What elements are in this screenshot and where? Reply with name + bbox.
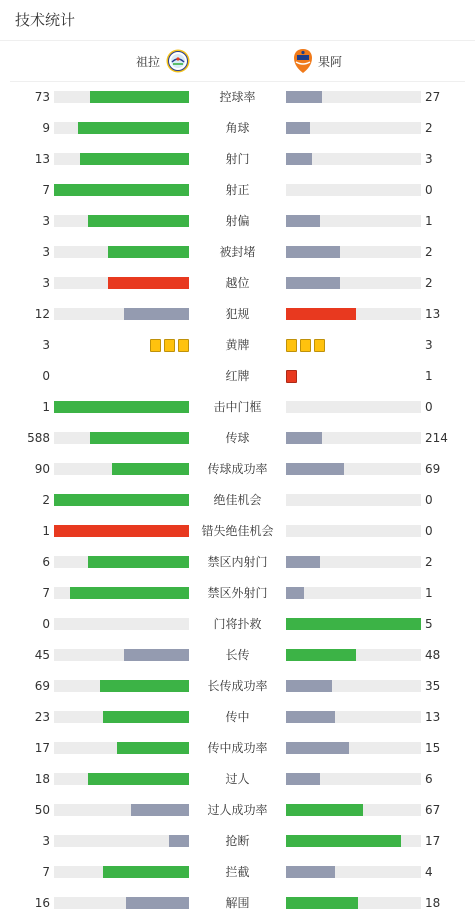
away-stat-value: 0 — [425, 524, 433, 538]
home-stat-bar-fill — [103, 711, 189, 723]
home-stat-bar — [54, 649, 189, 661]
home-stat-value: 7 — [42, 586, 50, 600]
away-stat-bar — [286, 618, 421, 630]
home-stat-bar — [54, 680, 189, 692]
stat-label: 拦截 — [225, 865, 250, 879]
away-stat-bar — [286, 494, 421, 506]
home-stat-bar-fill — [90, 432, 189, 444]
away-cards — [286, 339, 325, 352]
home-stat-value: 90 — [34, 462, 50, 476]
away-stat-value: 35 — [425, 679, 441, 693]
home-stat-bar-fill — [169, 835, 189, 847]
home-stat-bar-fill — [78, 122, 189, 134]
stat-row — [0, 888, 475, 919]
stat-row — [0, 454, 475, 485]
away-stat-value: 2 — [425, 121, 433, 135]
stat-label: 射门 — [225, 152, 250, 166]
away-stat-bar — [286, 91, 421, 103]
home-stat-bar-fill — [80, 153, 189, 165]
away-stat-bar — [286, 804, 421, 816]
stat-label: 长传成功率 — [207, 679, 268, 693]
home-stat-bar-fill — [54, 525, 189, 537]
home-stat-bar — [54, 711, 189, 723]
home-stat-bar-fill — [117, 742, 189, 754]
yellow-card-icon — [150, 339, 161, 352]
home-stat-value: 16 — [34, 896, 50, 910]
away-stat-value: 2 — [425, 245, 433, 259]
away-stat-value: 0 — [425, 493, 433, 507]
home-stat-bar — [54, 184, 189, 196]
home-stat-value: 50 — [34, 803, 50, 817]
away-stat-bar — [286, 742, 421, 754]
away-stat-bar — [286, 680, 421, 692]
home-stat-value: 0 — [42, 617, 50, 631]
stat-label: 被封堵 — [219, 245, 256, 259]
red-card-icon — [286, 370, 297, 383]
home-stat-value: 7 — [42, 183, 50, 197]
away-team-name: 果阿 — [318, 54, 343, 69]
away-stat-bar-fill — [286, 122, 310, 134]
stat-row — [0, 640, 475, 671]
away-stat-bar-fill — [286, 215, 320, 227]
stat-label: 解围 — [225, 896, 250, 910]
stat-row — [0, 578, 475, 609]
stat-row — [0, 330, 475, 361]
away-stat-value: 48 — [425, 648, 441, 662]
home-stat-bar-fill — [70, 587, 189, 599]
away-stat-bar-fill — [286, 618, 421, 630]
away-stat-bar-fill — [286, 308, 356, 320]
home-stat-value: 18 — [34, 772, 50, 786]
home-stat-value: 23 — [34, 710, 50, 724]
away-stat-bar-fill — [286, 556, 320, 568]
stat-row — [0, 733, 475, 764]
away-stat-value: 3 — [425, 338, 433, 352]
stat-row — [0, 206, 475, 237]
stat-row — [0, 82, 475, 113]
away-stat-bar — [286, 525, 421, 537]
stat-row — [0, 299, 475, 330]
away-stat-value: 67 — [425, 803, 441, 817]
stat-row — [0, 175, 475, 206]
home-stat-bar — [54, 153, 189, 165]
stat-row — [0, 516, 475, 547]
stat-row — [0, 113, 475, 144]
away-stat-bar-fill — [286, 866, 335, 878]
stat-label: 门将扑救 — [213, 617, 262, 631]
stat-label: 传球 — [225, 431, 250, 445]
home-stat-bar — [54, 308, 189, 320]
home-stat-bar-fill — [88, 556, 189, 568]
home-stat-bar — [54, 618, 189, 630]
page-title: 技术统计 — [15, 11, 76, 29]
home-stat-value: 17 — [34, 741, 50, 755]
away-stat-value: 6 — [425, 772, 433, 786]
stat-row — [0, 671, 475, 702]
away-stat-value: 1 — [425, 369, 433, 383]
stat-label: 禁区外射门 — [207, 586, 268, 600]
away-stat-bar-fill — [286, 835, 401, 847]
home-stat-value: 7 — [42, 865, 50, 879]
away-stat-value: 17 — [425, 834, 441, 848]
stat-row — [0, 826, 475, 857]
home-stat-bar — [54, 246, 189, 258]
stat-label: 过人 — [225, 772, 250, 786]
away-stat-value: 15 — [425, 741, 441, 755]
home-team[interactable] — [136, 48, 190, 74]
home-stat-bar — [54, 215, 189, 227]
away-stat-bar-fill — [286, 711, 335, 723]
away-stat-bar — [286, 649, 421, 661]
home-stat-bar-fill — [54, 184, 189, 196]
stat-label: 错失绝佳机会 — [201, 524, 274, 538]
stat-label: 射偏 — [225, 214, 250, 228]
away-stat-value: 0 — [425, 400, 433, 414]
stat-row — [0, 361, 475, 392]
away-team-logo-icon — [292, 48, 314, 74]
home-stat-bar — [54, 804, 189, 816]
away-cards — [286, 370, 297, 383]
away-stat-value: 18 — [425, 896, 441, 910]
away-stat-bar-fill — [286, 432, 322, 444]
stat-row — [0, 609, 475, 640]
stat-label: 禁区内射门 — [207, 555, 268, 569]
away-stat-value: 1 — [425, 586, 433, 600]
home-stat-bar-fill — [54, 401, 189, 413]
away-stat-value: 2 — [425, 276, 433, 290]
stats-table — [0, 82, 475, 919]
away-stat-bar-fill — [286, 246, 340, 258]
stat-label: 越位 — [225, 276, 250, 290]
home-stat-bar-fill — [112, 463, 189, 475]
stat-row — [0, 547, 475, 578]
away-stat-bar — [286, 711, 421, 723]
home-stat-bar-fill — [124, 649, 189, 661]
stat-row — [0, 795, 475, 826]
home-stat-bar — [54, 525, 189, 537]
home-stat-bar-fill — [54, 494, 189, 506]
stat-label: 抢断 — [225, 834, 250, 848]
stat-label: 长传 — [225, 648, 250, 662]
home-stat-value: 588 — [27, 431, 50, 445]
stat-row — [0, 144, 475, 175]
home-stat-value: 69 — [34, 679, 50, 693]
yellow-card-icon — [286, 339, 297, 352]
home-stat-bar — [54, 432, 189, 444]
home-cards — [150, 339, 189, 352]
away-stat-bar — [286, 277, 421, 289]
yellow-card-icon — [314, 339, 325, 352]
home-team-name: 祖拉 — [135, 54, 160, 69]
home-stat-bar — [54, 773, 189, 785]
away-stat-bar-fill — [286, 804, 363, 816]
home-stat-value: 9 — [42, 121, 50, 135]
away-stat-bar-fill — [286, 649, 356, 661]
stat-label: 控球率 — [219, 90, 256, 104]
home-stat-bar-fill — [131, 804, 189, 816]
home-team-logo-icon — [166, 49, 190, 73]
title-divider — [0, 40, 475, 41]
stat-label: 黄牌 — [225, 338, 250, 352]
home-stat-bar — [54, 742, 189, 754]
away-stat-value: 4 — [425, 865, 433, 879]
away-stat-value: 0 — [425, 183, 433, 197]
home-stat-bar — [54, 866, 189, 878]
home-stat-value: 3 — [42, 834, 50, 848]
home-stat-value: 45 — [34, 648, 50, 662]
home-stat-bar-fill — [100, 680, 189, 692]
home-stat-bar — [54, 91, 189, 103]
home-stat-bar-fill — [103, 866, 189, 878]
home-stat-value: 3 — [42, 245, 50, 259]
stat-label: 传球成功率 — [207, 462, 268, 476]
away-stat-bar — [286, 308, 421, 320]
away-team[interactable] — [292, 48, 342, 74]
home-stat-bar-fill — [90, 91, 189, 103]
away-stat-bar-fill — [286, 680, 332, 692]
away-stat-bar-fill — [286, 897, 358, 909]
stat-label: 传中成功率 — [207, 741, 268, 755]
home-stat-bar — [54, 122, 189, 134]
away-stat-bar — [286, 835, 421, 847]
away-stat-bar-fill — [286, 277, 340, 289]
home-stat-value: 12 — [34, 307, 50, 321]
home-stat-bar-fill — [88, 773, 189, 785]
away-stat-value: 13 — [425, 307, 441, 321]
away-stat-bar-fill — [286, 91, 322, 103]
away-stat-value: 214 — [425, 431, 448, 445]
home-stat-value: 3 — [42, 214, 50, 228]
stat-label: 红牌 — [225, 369, 250, 383]
away-stat-bar-fill — [286, 587, 304, 599]
away-stat-bar — [286, 556, 421, 568]
home-stat-bar — [54, 897, 189, 909]
home-stat-bar-fill — [126, 897, 189, 909]
home-stat-bar-fill — [124, 308, 189, 320]
stat-row — [0, 702, 475, 733]
away-stat-bar — [286, 246, 421, 258]
away-stat-bar — [286, 866, 421, 878]
away-stat-value: 3 — [425, 152, 433, 166]
home-stat-value: 13 — [34, 152, 50, 166]
home-stat-value: 6 — [42, 555, 50, 569]
stat-row — [0, 485, 475, 516]
stat-label: 射正 — [225, 183, 250, 197]
away-stat-bar-fill — [286, 742, 349, 754]
away-stat-bar — [286, 401, 421, 413]
stat-row — [0, 268, 475, 299]
stat-row — [0, 392, 475, 423]
stat-label: 传中 — [225, 710, 250, 724]
away-stat-value: 2 — [425, 555, 433, 569]
home-stat-bar — [54, 556, 189, 568]
stat-label: 击中门框 — [213, 400, 262, 414]
away-stat-bar-fill — [286, 463, 344, 475]
away-stat-bar — [286, 215, 421, 227]
away-stat-value: 69 — [425, 462, 441, 476]
away-stat-bar — [286, 773, 421, 785]
stat-label: 绝佳机会 — [213, 493, 262, 507]
home-stat-bar-fill — [108, 277, 189, 289]
yellow-card-icon — [164, 339, 175, 352]
away-stat-bar — [286, 122, 421, 134]
home-stat-bar — [54, 277, 189, 289]
teams-header — [0, 44, 475, 78]
home-stat-value: 1 — [42, 400, 50, 414]
stat-row — [0, 423, 475, 454]
stat-label: 过人成功率 — [207, 803, 268, 817]
home-stat-value: 1 — [42, 524, 50, 538]
away-stat-bar — [286, 153, 421, 165]
home-stat-bar — [54, 587, 189, 599]
stat-row — [0, 857, 475, 888]
home-stat-value: 73 — [34, 90, 50, 104]
yellow-card-icon — [300, 339, 311, 352]
away-stat-bar-fill — [286, 773, 320, 785]
stat-row — [0, 764, 475, 795]
away-stat-bar — [286, 897, 421, 909]
home-stat-bar-fill — [108, 246, 189, 258]
away-stat-bar-fill — [286, 153, 312, 165]
away-stat-bar — [286, 184, 421, 196]
home-stat-value: 0 — [42, 369, 50, 383]
home-stat-bar — [54, 463, 189, 475]
away-stat-value: 13 — [425, 710, 441, 724]
away-stat-value: 27 — [425, 90, 441, 104]
stat-row — [0, 237, 475, 268]
stat-label: 角球 — [225, 121, 250, 135]
home-stat-bar — [54, 494, 189, 506]
away-stat-bar — [286, 432, 421, 444]
away-stat-value: 5 — [425, 617, 433, 631]
stat-label: 犯规 — [225, 307, 250, 321]
home-stat-value: 2 — [42, 493, 50, 507]
yellow-card-icon — [178, 339, 189, 352]
away-stat-value: 1 — [425, 214, 433, 228]
away-stat-bar — [286, 587, 421, 599]
home-stat-bar — [54, 835, 189, 847]
home-stat-value: 3 — [42, 276, 50, 290]
away-stat-bar — [286, 463, 421, 475]
home-stat-bar-fill — [88, 215, 189, 227]
home-stat-value: 3 — [42, 338, 50, 352]
home-stat-bar — [54, 401, 189, 413]
